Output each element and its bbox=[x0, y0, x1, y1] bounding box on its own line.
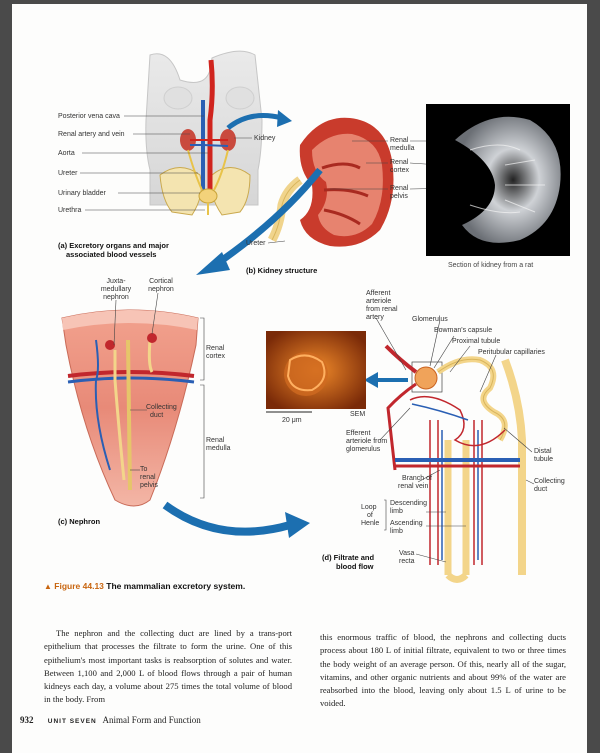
label-ureter: Ureter bbox=[58, 170, 78, 177]
label-distal-tubule: Distal tubule bbox=[534, 448, 554, 463]
label-c-renal-medulla: Renal medulla bbox=[206, 437, 231, 452]
figure-number: Figure 44.13 bbox=[54, 581, 104, 591]
label-renal-cortex-2: cortex bbox=[390, 167, 410, 174]
body-text-right: this enormous traffic of blood, the nephrons and collecting ducts process about 180 L of initial filtrate, equivalent to two or three times the body weight of an average person. Of this, nearly all of the sugar, vitamins, and other organic nutrients and about 99% of the water are reabsorbed into the blood, leaving only about 1.5 L of urine to be voided. bbox=[320, 632, 566, 709]
label-renal-medulla-2: medulla bbox=[390, 145, 415, 152]
figure-title: The mammalian excretory system. bbox=[106, 581, 246, 591]
page-number: 932 bbox=[20, 715, 34, 725]
caption-d-line2: blood flow bbox=[336, 562, 374, 571]
body-text-left: The nephron and the collecting duct are lined by a trans-port epithelium that processes the filtrate to form the urine. One of this epithelium's most important tasks is reabsorption of solutes and water. Between 1,100 and 2,000 L of blood flows through a pair of human kidneys each day, a volume about 275 times the total volume of blood in the body. From bbox=[44, 628, 292, 705]
label-to-renal-pelvis: To renal pelvis bbox=[140, 466, 158, 489]
label-sem: SEM bbox=[350, 411, 366, 418]
label-efferent-arteriole: Efferent arteriole from glomerulus bbox=[346, 430, 388, 453]
caption-d-line1: (d) Filtrate and bbox=[322, 553, 375, 562]
caption-a-line1: (a) Excretory organs and major bbox=[58, 241, 169, 250]
label-branch-renal-vein: Branch of renal vein bbox=[398, 475, 432, 490]
label-urinary-bladder: Urinary bladder bbox=[58, 190, 106, 197]
caption-c: (c) Nephron bbox=[58, 517, 101, 526]
rat-kidney-photo bbox=[426, 104, 570, 256]
label-glomerulus: Glomerulus bbox=[412, 316, 448, 323]
rat-kidney-caption: Section of kidney from a rat bbox=[448, 262, 534, 269]
label-vasa-recta: Vasa recta bbox=[399, 550, 415, 565]
label-c-collecting-duct: Collecting duct bbox=[146, 404, 177, 419]
caption-triangle-icon: ▲ bbox=[44, 582, 52, 591]
figure-caption bbox=[44, 581, 245, 591]
label-renal-cortex-1: Renal bbox=[390, 159, 409, 166]
unit-label: UNIT SEVEN bbox=[47, 718, 97, 725]
label-peritubular-capillaries: Peritubular capillaries bbox=[478, 349, 545, 356]
label-cortical-nephron: Cortical nephron bbox=[148, 278, 174, 293]
unit-title: Animal Form and Function bbox=[102, 715, 201, 725]
label-aorta: Aorta bbox=[58, 150, 75, 157]
nephron-pyramid bbox=[62, 310, 198, 506]
caption-b: (b) Kidney structure bbox=[246, 266, 318, 275]
label-renal-artery-vein: Renal artery and vein bbox=[58, 131, 125, 138]
label-bowmans-capsule: Bowman's capsule bbox=[434, 327, 493, 334]
label-urethra: Urethra bbox=[58, 207, 82, 214]
label-renal-pelvis-1: Renal bbox=[390, 185, 409, 192]
label-ascending-limb: Ascending limb bbox=[390, 520, 423, 535]
page-footer bbox=[20, 715, 201, 725]
label-kidney: Kidney bbox=[254, 135, 276, 142]
glomerulus-sem bbox=[266, 331, 366, 412]
caption-a-line2: associated blood vessels bbox=[66, 250, 157, 259]
label-collecting-duct-d: Collecting duct bbox=[534, 478, 565, 493]
label-afferent-arteriole: Afferent arteriole from renal artery bbox=[366, 290, 398, 321]
label-proximal-tubule: Proximal tubule bbox=[452, 338, 501, 345]
kidney-cross-section bbox=[272, 118, 394, 247]
label-juxtamedullary: Juxta- medullary nephron bbox=[100, 278, 132, 301]
torso-illustration bbox=[146, 51, 262, 215]
label-renal-pelvis-2: pelvis bbox=[390, 193, 408, 200]
label-posterior-vena-cava: Posterior vena cava bbox=[58, 113, 120, 120]
label-renal-medulla-1: Renal bbox=[390, 137, 409, 144]
label-scale-bar: 20 μm bbox=[282, 417, 302, 424]
label-descending-limb: Descending limb bbox=[390, 500, 427, 515]
label-c-renal-cortex: Renal cortex bbox=[206, 345, 226, 360]
label-ureter-b: Ureter bbox=[246, 240, 266, 247]
label-loop-of-henle: Loop of Henle bbox=[361, 504, 380, 527]
